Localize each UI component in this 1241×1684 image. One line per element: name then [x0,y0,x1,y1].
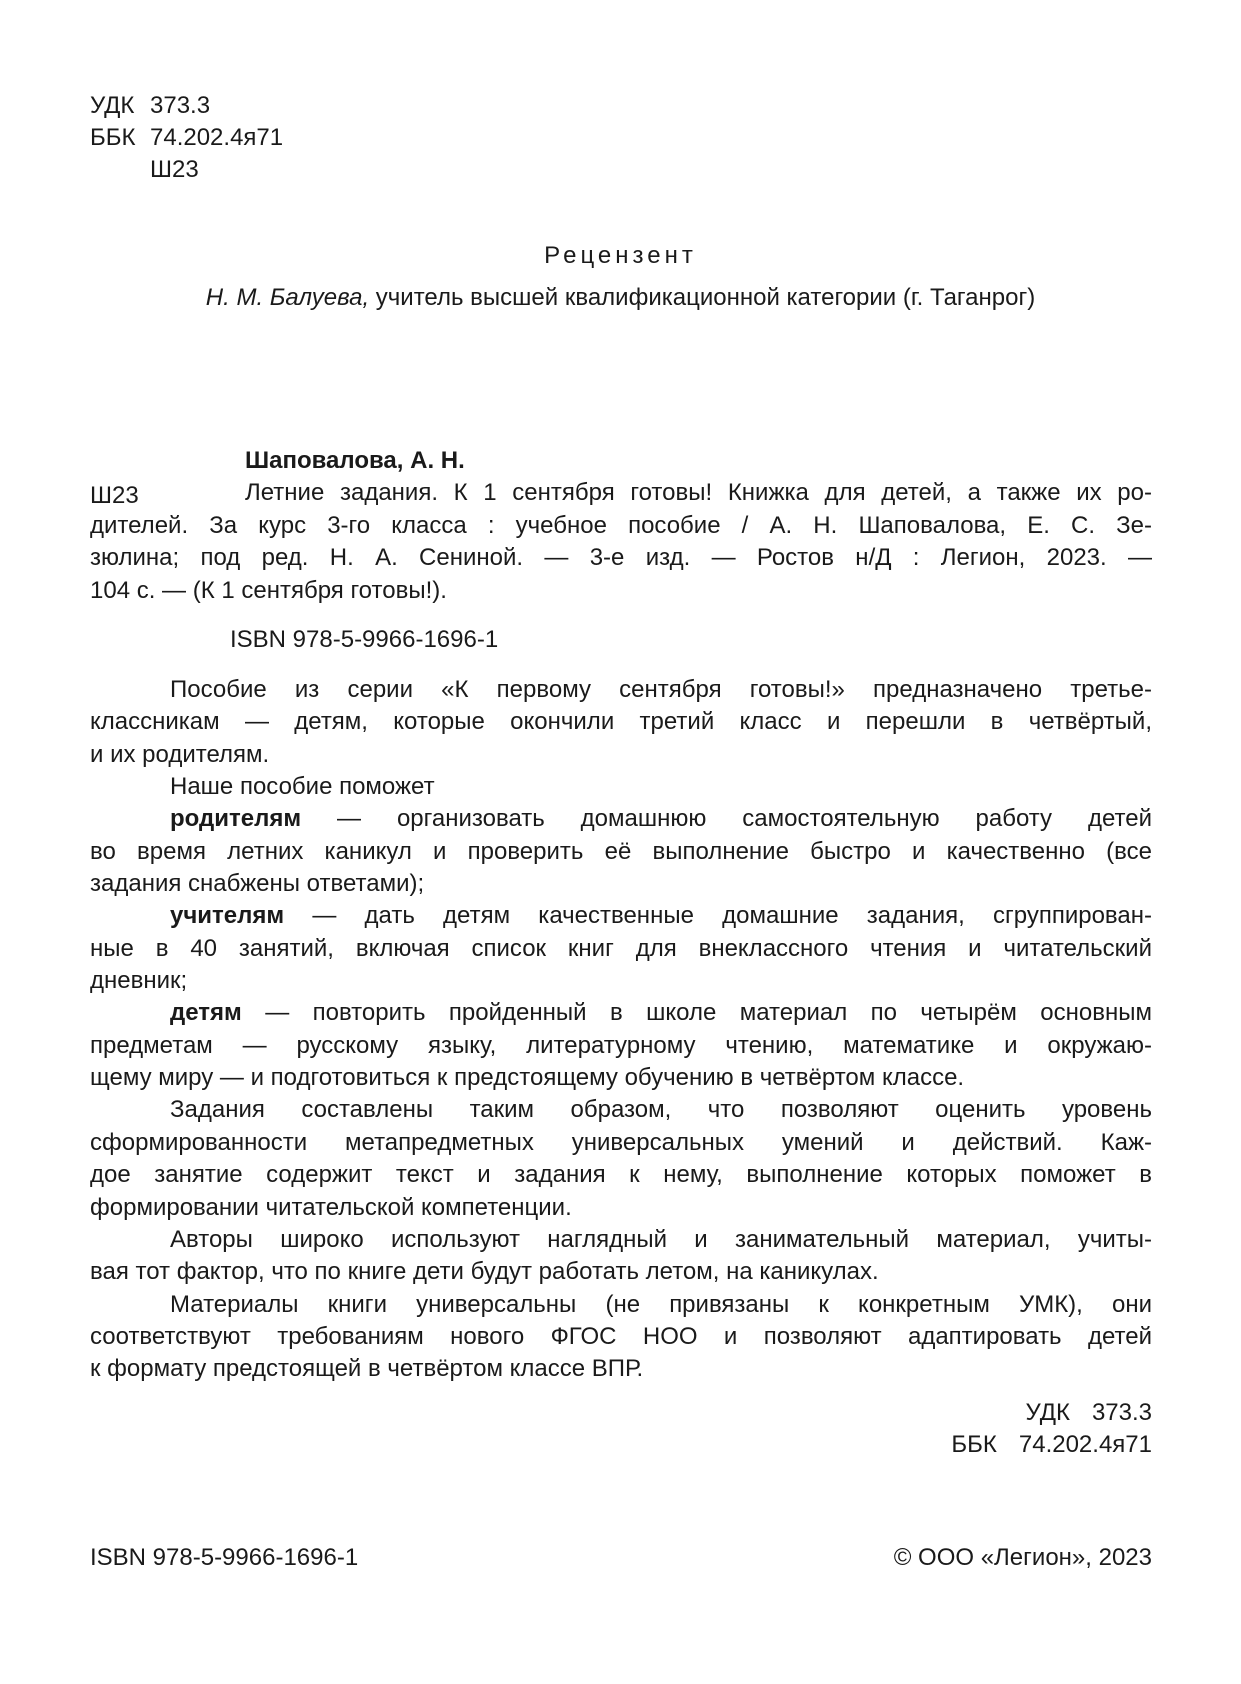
annotation-text: к формату предстоящей в четвёртом классе ВПР. [90,1355,644,1383]
annotation-text: — дать детям качественные домашние задания, сгруппирован- [284,902,1152,930]
annotation [90,674,1152,1386]
footer-copyright: © ООО «Легион», 2023 [893,1544,1152,1571]
annotation-line [90,706,1152,738]
annotation-line [90,836,1152,868]
bibliography-isbn: ISBN 978-5-9966-1696-1 [230,626,499,653]
annotation-line [90,1289,1152,1321]
annotation-line [90,1159,1152,1191]
bottom-classification-codes [951,1397,1152,1461]
annotation-line [90,1062,1152,1094]
annotation-line [90,771,1152,803]
bibliographic-description [90,477,1152,607]
annotation-text: — организовать домашнюю самостоятельную работу детей [301,805,1152,833]
annotation-line [90,803,1152,835]
annotation-text: во время летних каникул и проверить её выполнение быстро и качественно (все [90,837,1152,865]
code-label: ББК [951,1431,997,1458]
annotation-keyword: родителям [170,805,302,833]
annotation-line [90,1094,1152,1126]
annotation-text: вая тот фактор, что по книге дети будут работать летом, на каникулах. [90,1258,879,1286]
annotation-keyword: учителям [170,902,285,930]
reviewer-description: учитель высшей квалификационной категории (г. Таганрог) [375,284,1036,311]
code-value: Ш23 [150,156,199,183]
code-value: 373.3 [150,92,211,119]
annotation-text: формировании читательской компетенции. [90,1193,572,1221]
annotation-line [90,739,1152,771]
bib-line: 104 с. — (К 1 сентября готовы!). [90,576,447,604]
annotation-line [90,1224,1152,1256]
annotation-text: ные в 40 занятий, включая список книг для внеклассного чтения и читательский [90,934,1152,962]
code-label [90,154,150,186]
annotation-text: Материалы книги универсальны (не привязаны к конкретным УМК), они [170,1290,1152,1318]
annotation-text: Задания составлены таким образом, что позволяют оценить уровень [170,1096,1152,1124]
annotation-line [90,997,1152,1029]
annotation-text: Пособие из серии «К первому сентября готовы!» предназначено третье- [170,676,1152,703]
bib-line: Летние задания. К 1 сентября готовы! Книжка для детей, а также их ро- [245,479,1152,506]
annotation-line [90,1192,1152,1224]
annotation-text: дневник; [90,967,188,995]
udk-code [951,1397,1152,1429]
code-label: ББК [90,124,136,151]
annotation-line [90,1030,1152,1062]
annotation-line [90,965,1152,997]
reviewer-heading: Рецензент [544,242,697,269]
bib-line: дителей. За курс 3-го класса : учебное пособие / А. Н. Шаповалова, Е. С. Зе- [90,511,1152,539]
bbk-code [90,122,283,154]
code-label: УДК [90,92,135,119]
annotation-line [90,1353,1152,1385]
annotation-line [90,1127,1152,1159]
annotation-text: соответствуют требованиям нового ФГОС НОО и позволяют адаптировать детей [90,1322,1152,1350]
annotation-text: дое занятие содержит текст и задания к нему, выполнение которых поможет в [90,1161,1152,1189]
annotation-text: щему миру — и подготовиться к предстоящему обучению в четвёртом классе. [90,1064,965,1092]
annotation-line [90,1321,1152,1353]
annotation-text: Авторы широко используют наглядный и занимательный материал, учиты- [170,1225,1152,1253]
annotation-text: и их родителям. [90,740,270,768]
bbk-code [951,1429,1152,1461]
annotation-line [90,900,1152,932]
footer-isbn: ISBN 978-5-9966-1696-1 [90,1544,359,1571]
bibliography-author: Шаповалова, А. Н. [245,447,465,474]
reviewer-line [0,282,1241,314]
annotation-keyword: детям [170,999,242,1027]
code-value: 373.3 [1091,1399,1152,1426]
bibliography-cipher: Ш23 [90,482,139,509]
author-cipher-code [90,154,283,186]
annotation-text: Наше пособие поможет [170,773,435,801]
code-value: 74.202.4я71 [1018,1431,1152,1458]
udk-code [90,90,283,122]
annotation-text: задания снабжены ответами); [90,870,425,898]
annotation-text: — повторить пройденный в школе материал по четырём основным [241,999,1152,1027]
bib-line: зюлина; под ред. Н. А. Сениной. — 3-е изд. — Ростов н/Д : Легион, 2023. — [90,544,1152,571]
annotation-line [90,674,1152,706]
reviewer-name: Н. М. Балуева, [205,284,370,311]
annotation-line [90,868,1152,900]
annotation-line [90,933,1152,965]
code-value: 74.202.4я71 [150,124,284,151]
annotation-text: предметам — русскому языку, литературному чтению, математике и окружаю- [90,1031,1152,1059]
annotation-line [90,1256,1152,1288]
annotation-text: классникам — детям, которые окончили третий класс и перешли в четвёртый, [90,708,1152,736]
code-label: УДК [1025,1399,1070,1426]
annotation-text: сформированности метапредметных универсальных умений и действий. Каж- [90,1128,1152,1156]
classification-codes [90,90,283,186]
